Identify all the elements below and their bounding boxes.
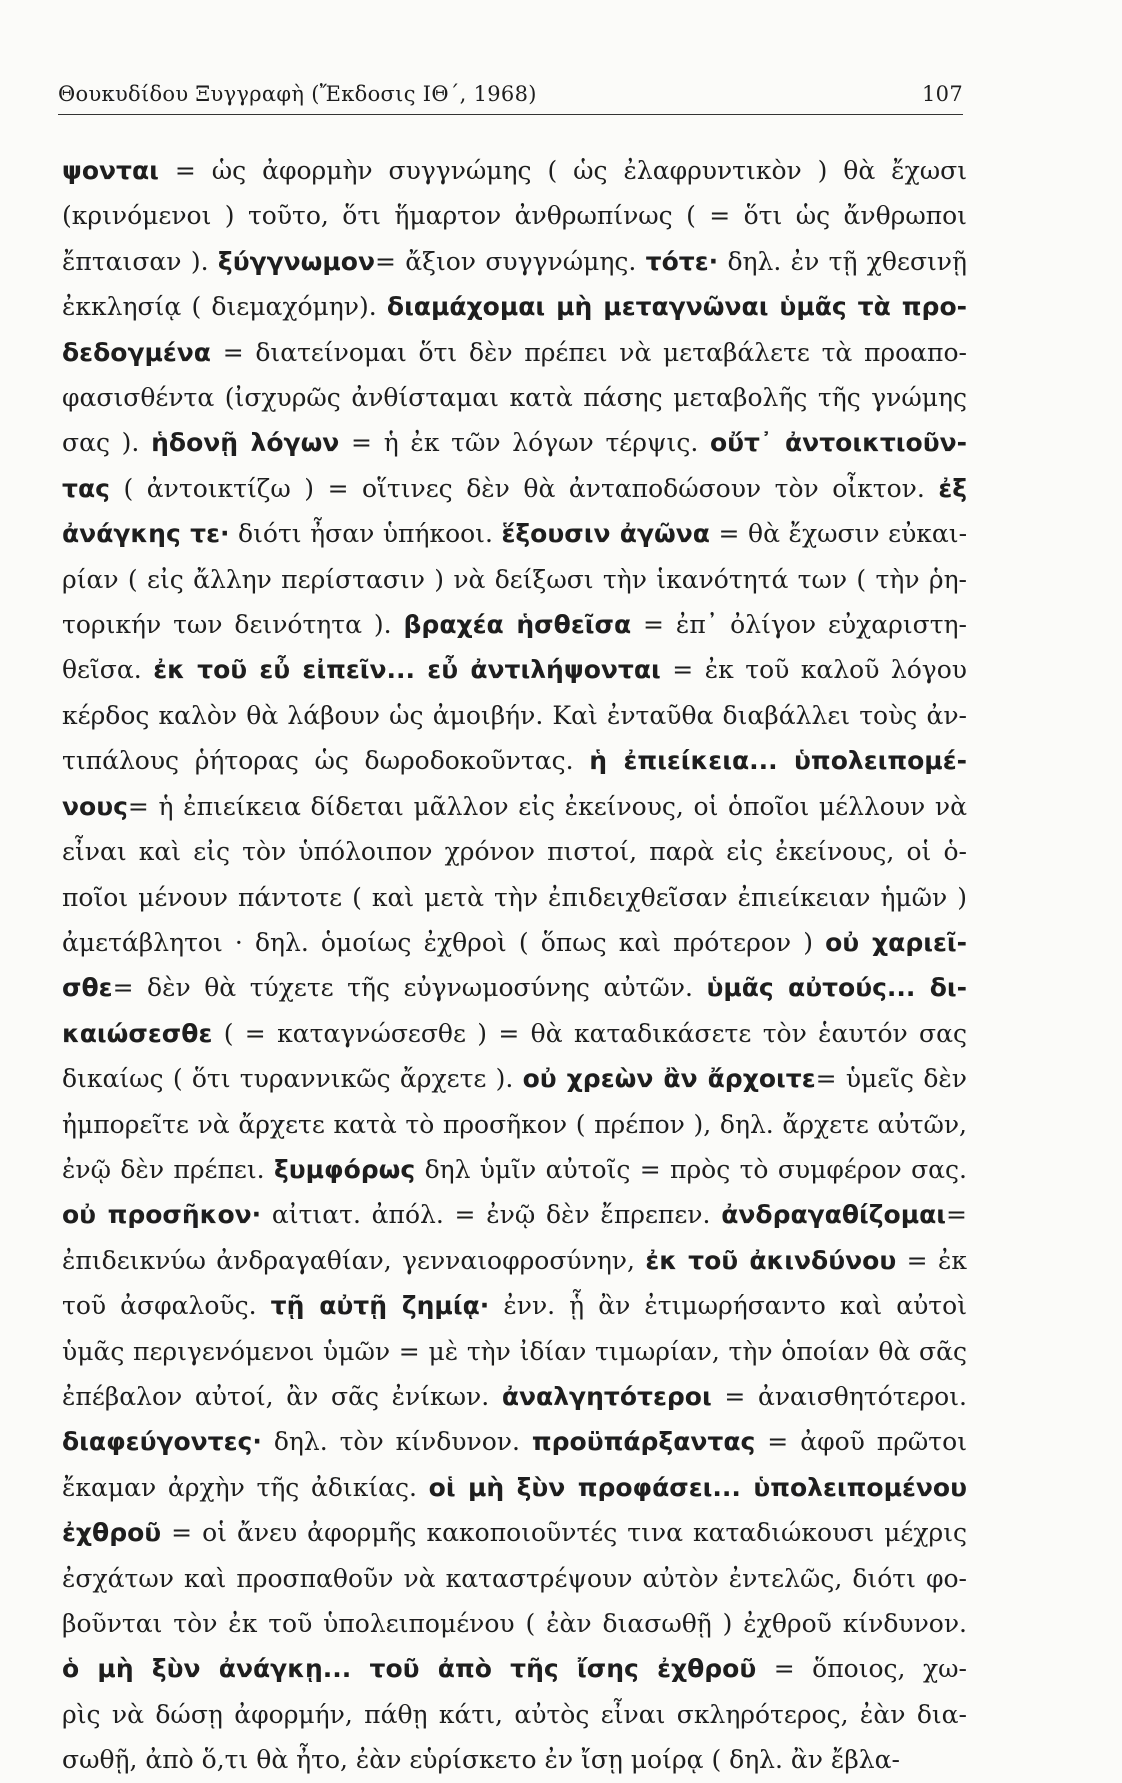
text-line	[62, 1056, 967, 1101]
lemma-term: ἀναλγητότεροι	[501, 1381, 712, 1411]
lemma-term: ἀνάγκης τε·	[62, 519, 230, 549]
lemma-term: ἡ ἐπιείκεια... ὑπολειπομέ-	[589, 746, 967, 776]
lemma-term: διαμάχομαι μὴ μεταγνῶναι ὑμᾶς τὰ προ-	[386, 292, 967, 322]
lemma-term: δεδογμένα	[62, 337, 211, 367]
text-line	[62, 1510, 967, 1555]
text-line	[62, 1374, 967, 1419]
lemma-term: ἐχθροῦ	[62, 1518, 162, 1548]
gloss-text: ἔπταισαν ).	[62, 246, 218, 276]
text-line	[62, 1556, 967, 1601]
text-line	[62, 557, 967, 602]
gloss-text: βοῦνται τὸν ἐκ τοῦ ὑπολειπομένου ( ἐὰν διασωθῇ ) ἐχθροῦ κίνδυνον.	[62, 1609, 967, 1638]
gloss-text: θεῖσα.	[62, 655, 154, 685]
lemma-term: τας	[62, 473, 110, 503]
gloss-text: δικαίως ( ὅτι τυραννικῶς ἄρχετε ).	[62, 1064, 523, 1094]
text-line	[62, 965, 967, 1010]
gloss-text: ἐνῷ δὲν πρέπει.	[62, 1154, 274, 1184]
text-line	[62, 602, 967, 647]
lemma-term: ὁ μὴ ξὺν ἀνάγκῃ... τοῦ ἀπὸ τῆς ἴσης ἐχθροῦ	[62, 1654, 757, 1684]
gloss-text: = ἐκ τοῦ καλοῦ λόγου	[660, 655, 967, 685]
gloss-text: (κρινόμενοι ) τοῦτο, ὅτι ἥμαρτον ἀνθρωπίνως ( = ὅτι ὡς ἄνθρωποι	[62, 201, 967, 231]
lemma-term: τῇ αὐτῇ ζημίᾳ·	[270, 1291, 490, 1321]
text-line	[62, 875, 967, 920]
gloss-text: δηλ. τὸν κίνδυνον.	[261, 1427, 532, 1457]
gloss-text: εἶναι καὶ εἰς τὸν ὑπόλοιπον χρόνον πιστοί, παρὰ εἰς ἐκείνους, οἱ ὁ-	[62, 837, 967, 867]
text-line	[62, 1737, 967, 1782]
text-line	[62, 466, 967, 511]
lemma-term: ἐξ	[938, 473, 967, 503]
gloss-text: τορικήν των δεινότητα ).	[62, 610, 404, 640]
gloss-text: ἐπέβαλον αὐτοί, ἂν σᾶς ἐνίκων.	[62, 1381, 502, 1411]
gloss-text: ἐπιδεικνύω ἀνδραγαθίαν, γενναιοφροσύνην,	[62, 1245, 646, 1275]
gloss-text: ρίαν ( εἰς ἄλλην περίστασιν ) νὰ δείξωσι τὴν ἱκανότητά των ( τὴν ῥη-	[62, 564, 967, 594]
gloss-text: φασισθέντα (ἰσχυρῶς ἀνθίσταμαι κατὰ πάσης μεταβολῆς τῆς γνώμης	[62, 383, 967, 413]
text-line	[62, 1646, 967, 1691]
gloss-text: = ἡ ἐπιείκεια δίδεται μᾶλλον εἰς ἐκείνους, οἱ ὁποῖοι μέλλουν νὰ	[127, 791, 967, 821]
text-line	[62, 1329, 967, 1374]
gloss-text: διότι ἦσαν ὑπήκοοι.	[229, 519, 502, 549]
text-line	[62, 420, 967, 465]
lemma-term: καιώσεσθε	[62, 1018, 213, 1048]
lemma-term: ὑμᾶς αὐτούς... δι-	[706, 973, 967, 1003]
text-line	[62, 1102, 967, 1147]
lemma-term: διαφεύγοντες·	[62, 1427, 262, 1457]
gloss-text: = ἄξιον συγγνώμης.	[375, 246, 646, 276]
gloss-text: ἐσχάτων καὶ προσπαθοῦν νὰ καταστρέψουν αὐτὸν ἐντελῶς, διότι φο-	[62, 1563, 967, 1593]
lemma-term: οἱ μὴ ξὺν προφάσει... ὑπολειπομένου	[428, 1472, 967, 1502]
text-line	[62, 511, 967, 556]
header-title: Θουκυδίδου Ξυγγραφὴ (Ἔκδοσις ΙΘ΄, 1968)	[58, 82, 537, 106]
gloss-text: ( = καταγνώσεσθε ) = θὰ καταδικάσετε τὸν ἑαυτόν σας	[212, 1018, 967, 1048]
gloss-text: = ἐκ	[896, 1245, 967, 1275]
text-line	[62, 738, 967, 783]
text-line	[62, 1011, 967, 1056]
gloss-text: = οἱ ἄνευ ἀφορμῆς κακοποιοῦντές τινα καταδιώκουσι μέχρις	[161, 1518, 967, 1548]
text-line	[62, 647, 967, 692]
lemma-term: τότε·	[645, 246, 719, 276]
text-line	[62, 1692, 967, 1737]
gloss-text: = ὑμεῖς δὲν	[815, 1064, 967, 1094]
text-line	[62, 920, 967, 965]
gloss-text: =	[946, 1200, 967, 1230]
gloss-text: δηλ. ἐν τῇ χθεσινῇ	[718, 246, 967, 276]
gloss-text: ἐκκλησίᾳ ( διεμαχόμην).	[62, 292, 387, 322]
text-line	[62, 1419, 967, 1464]
gloss-text: σωθῇ, ἀπὸ ὅ,τι θὰ ἦτο, ἐὰν εὑρίσκετο ἐν ἴσῃ μοίρᾳ ( δηλ. ἂν ἔβλα-	[62, 1745, 900, 1775]
lemma-term: ἕξουσιν ἀγῶνα	[501, 519, 710, 549]
gloss-text: κέρδος καλὸν θὰ λάβουν ὡς ἀμοιβήν. Καὶ ἐνταῦθα διαβάλλει τοὺς ἀν-	[62, 700, 967, 730]
lemma-term: οὐ προσῆκον·	[62, 1200, 262, 1230]
text-line	[62, 284, 967, 329]
gloss-text: ἐνν. ᾗ ἂν ἐτιμωρήσαντο καὶ αὐτοὶ	[489, 1291, 967, 1321]
text-line	[62, 1147, 967, 1192]
gloss-text: = δὲν θὰ τύχετε τῆς εὐγνωμοσύνης αὐτῶν.	[112, 973, 707, 1003]
gloss-text: ἠμπορεῖτε νὰ ἄρχετε κατὰ τὸ προσῆκον ( πρέπον ), δηλ. ἄρχετε αὐτῶν,	[62, 1109, 967, 1139]
header-rule	[58, 114, 963, 115]
text-line	[62, 693, 967, 738]
lemma-term: σθε	[62, 973, 113, 1003]
page-number: 107	[922, 82, 963, 106]
gloss-text: ἔκαμαν ἀρχὴν τῆς ἀδικίας.	[62, 1472, 429, 1502]
text-line	[62, 1238, 967, 1283]
running-head	[58, 82, 963, 106]
gloss-text: ὑμᾶς περιγενόμενοι ὑμῶν = μὲ τὴν ἰδίαν τιμωρίαν, τὴν ὁποίαν θὰ σᾶς	[62, 1336, 967, 1366]
lemma-term: ψονται	[62, 156, 159, 185]
text-line	[62, 1601, 967, 1646]
gloss-text: = ἡ ἐκ τῶν λόγων τέρψις.	[339, 428, 710, 458]
text-line	[62, 148, 967, 193]
lemma-term: ξυμφόρως	[273, 1154, 416, 1184]
lemma-term: ἡδονῇ λόγων	[151, 428, 340, 458]
gloss-text: = ὅποιος, χω-	[756, 1654, 967, 1684]
text-line	[62, 829, 967, 874]
gloss-text: = ἀναισθητότεροι.	[711, 1381, 967, 1411]
gloss-text: = ἀφοῦ πρῶτοι	[755, 1427, 967, 1457]
gloss-text: ρὶς νὰ δώσῃ ἀφορμήν, πάθῃ κάτι, αὐτὸς εἶναι σκληρότερος, ἐὰν δια-	[62, 1699, 967, 1729]
text-line	[62, 784, 967, 829]
gloss-text: δηλ ὑμῖν αὐτοῖς = πρὸς τὸ συμφέρον σας.	[415, 1154, 967, 1184]
gloss-text: = ὡς ἀφορμὴν συγγνώμης ( ὡς ἐλαφρυντικὸν ) θὰ ἔχωσι	[158, 156, 967, 185]
text-line	[62, 375, 967, 420]
lemma-term: οὐ χαριεῖ-	[825, 927, 967, 957]
commentary-text	[62, 148, 967, 1783]
gloss-text: ποῖοι μένουν πάντοτε ( καὶ μετὰ τὴν ἐπιδειχθεῖσαν ἐπιείκειαν ἡμῶν )	[62, 882, 967, 912]
text-line	[62, 239, 967, 284]
gloss-text: = θὰ ἔχωσιν εὐκαι-	[709, 519, 967, 549]
text-line	[62, 1192, 967, 1237]
gloss-text: τοῦ ἀσφαλοῦς.	[62, 1291, 271, 1321]
lemma-term: προϋπάρξαντας	[531, 1427, 756, 1457]
gloss-text: τιπάλους ῥήτορας ὡς δωροδοκοῦντας.	[62, 746, 590, 776]
text-line	[62, 1283, 967, 1328]
gloss-text: = ἐπ᾽ ὀλίγον εὐχαριστη-	[631, 610, 967, 640]
lemma-term: ἐκ τοῦ ἀκινδύνου	[645, 1245, 897, 1275]
lemma-term: οὐ χρεὼν ἂν ἄρχοιτε	[522, 1064, 816, 1094]
text-line	[62, 193, 967, 238]
gloss-text: σας ).	[62, 428, 152, 458]
gloss-text: ( ἀντοικτίζω ) = οἵτινες δὲν θὰ ἀνταποδώσουν τὸν οἶκτον.	[109, 473, 939, 503]
lemma-term: ἀνδραγαθίζομαι	[721, 1200, 947, 1230]
lemma-term: νους	[62, 791, 128, 821]
text-line	[62, 330, 967, 375]
gloss-text: = διατείνομαι ὅτι δὲν πρέπει νὰ μεταβάλετε τὰ προαπο-	[211, 337, 967, 367]
lemma-term: βραχέα ἡσθεῖσα	[403, 610, 632, 640]
lemma-term: ξύγγνωμον	[217, 246, 375, 276]
lemma-term: ἐκ τοῦ εὖ εἰπεῖν... εὖ ἀντιλήψονται	[153, 655, 661, 685]
gloss-text: αἰτιατ. ἀπόλ. = ἐνῷ δὲν ἔπρεπεν.	[261, 1200, 722, 1230]
lemma-term: οὔτ᾽ ἀντοικτιοῦν-	[710, 428, 967, 458]
gloss-text: ἀμετάβλητοι · δηλ. ὁμοίως ἐχθροὶ ( ὅπως καὶ πρότερον )	[62, 927, 826, 957]
text-line	[62, 1465, 967, 1510]
